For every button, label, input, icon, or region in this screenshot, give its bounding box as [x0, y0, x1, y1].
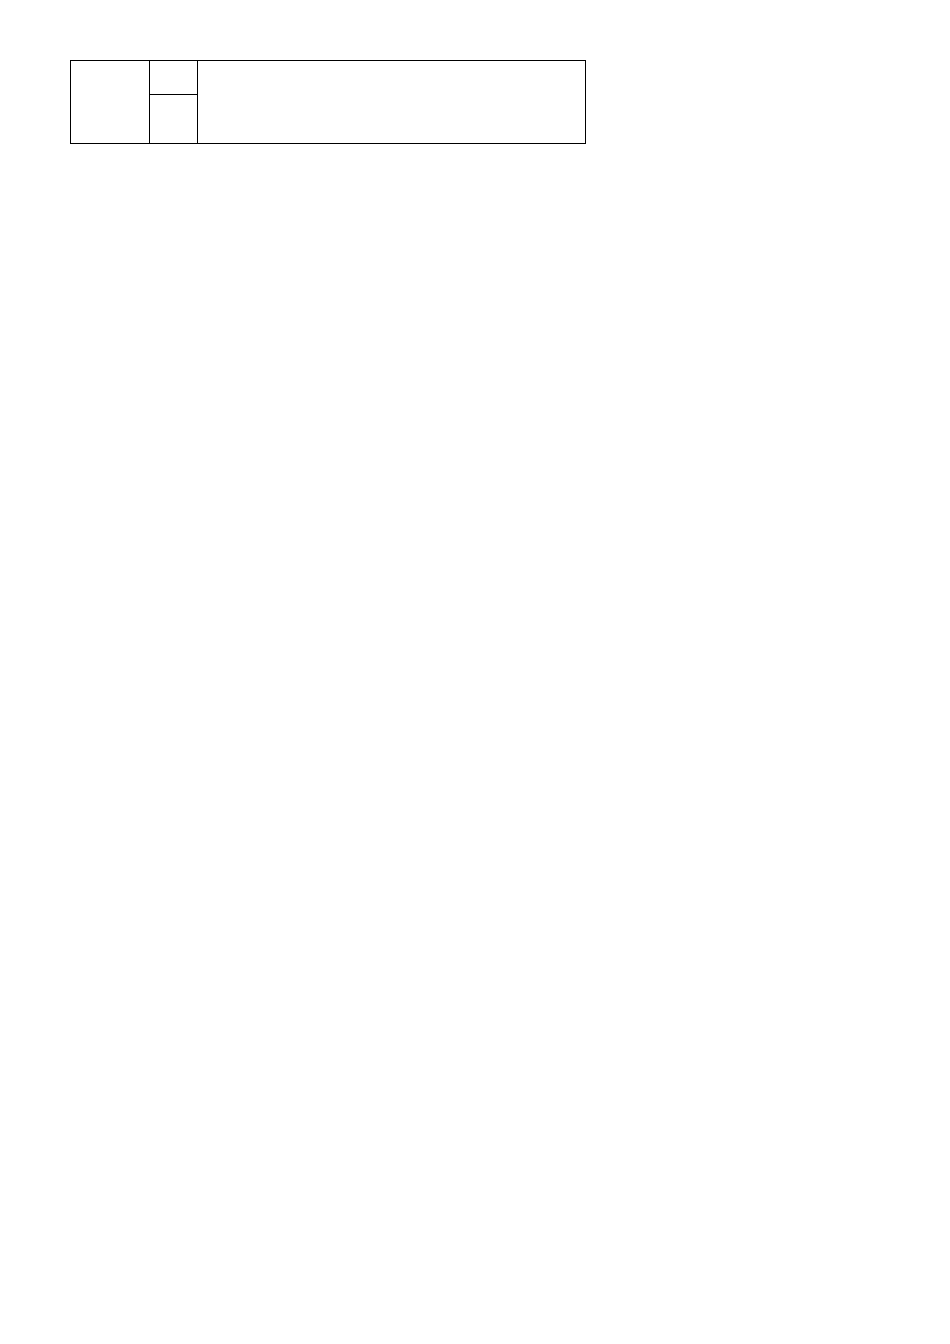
blank-header-cell — [150, 61, 198, 95]
content-header — [198, 61, 586, 144]
study-schedule-table — [70, 60, 880, 144]
blank-header-cell — [150, 95, 198, 144]
day-header — [71, 61, 150, 144]
